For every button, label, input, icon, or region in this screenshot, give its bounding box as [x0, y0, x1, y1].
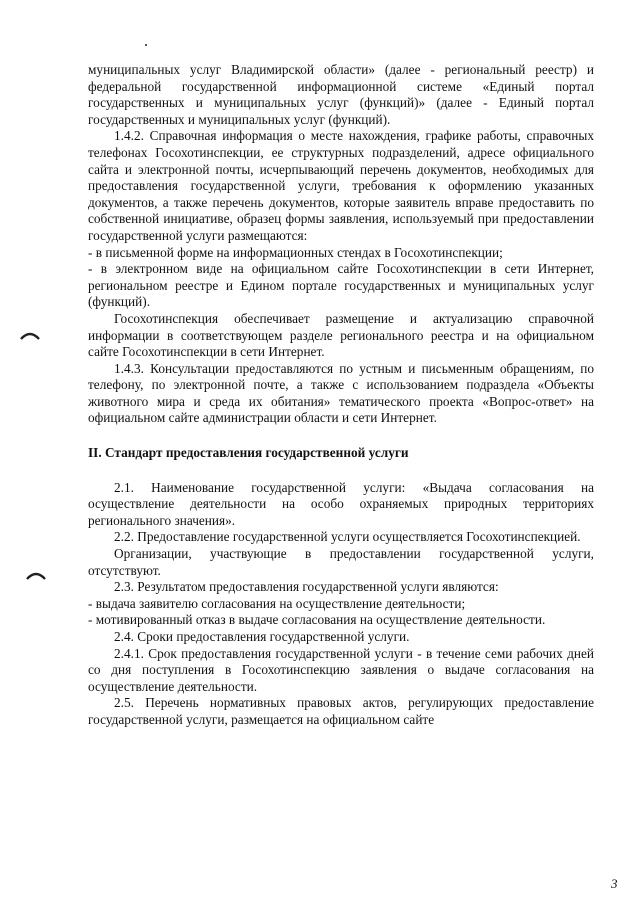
paragraph: 2.4.1. Срок предоставления государственной услуги - в течение семи рабочих дней со дня поступления в Госохотинспекцию заявления о выдаче согласования на осуществление деятельности. [88, 645, 594, 694]
list-item: - мотивированный отказ в выдаче согласования на осуществление деятельности. [88, 612, 546, 628]
scan-speck [145, 44, 147, 46]
paragraph: муниципальных услуг Владимирской области» (далее - региональный реестр) и федеральной государственной информационной системе «Единый портал государственных и муниципальных услуг (функций)» (далее - Единый портал государственных и муниципальных услуг (функций). [88, 62, 594, 127]
paragraph: 2.4. Сроки предоставления государственной услуги. [114, 629, 410, 644]
list-item: - выдача заявителю согласования на осуществление деятельности; [88, 595, 466, 611]
list-item: - в письменной форме на информационных стендах в Госохотинспекции; [88, 244, 503, 260]
paragraph: Организации, участвующие в предоставлении государственной услуги, отсутствуют. [88, 546, 594, 578]
paragraph: 2.1. Наименование государственной услуги: «Выдача согласования на осуществление деятельности на особо охраняемых природных территориях регионального значения». [88, 479, 594, 528]
paragraph: 2.2. Предоставление государственной услуги осуществляется Госохотинспекцией. [114, 529, 581, 545]
paragraph: 2.5. Перечень нормативных правовых актов, регулирующих предоставление государственной услуги, размещается на официальном сайте [88, 695, 594, 727]
punch-hole-mark [26, 570, 46, 580]
paragraph: 1.4.2. Справочная информация о месте нахождения, графике работы, справочных телефонах Госохотинспекции, ее структурных подразделений, адресе официального сайта и электронной почты, исчерпывающий перечень документов, необходимых для предоставления государственной услуги, требования к оформлению указанных документов, а также перечень документов, которые заявитель вправе предоставить по собственной инициативе, образец формы заявления, используемый при предоставлении государственной услуги размещаются: [88, 128, 594, 243]
paragraph: Госохотинспекция обеспечивает размещение и актуализацию справочной информации в соответствующем разделе регионального реестра и на официальном сайте Госохотинспекции в сети Интернет. [88, 310, 594, 360]
paragraph: 1.4.3. Консультации предоставляются по устным и письменным обращениям, по телефону, по электронной почте, а также с использованием подраздела «Объекты животного мира и среда их обитания» тематического проекта «Вопрос-ответ» на официальном сайте администрации области и сети Интернет. [88, 360, 594, 426]
body-text [88, 62, 594, 729]
punch-hole-mark [20, 330, 40, 340]
list-item: - в электронном виде на официальном сайте Госохотинспекции в сети Интернет, региональном реестре и Едином портале государственных и муниципальных услуг (функций). [88, 261, 594, 310]
paragraph: 2.3. Результатом предоставления государственной услуги являются: [114, 579, 499, 595]
page-number: 3 [611, 876, 618, 891]
section-heading: II. Стандарт предоставления государственной услуги [88, 445, 409, 461]
